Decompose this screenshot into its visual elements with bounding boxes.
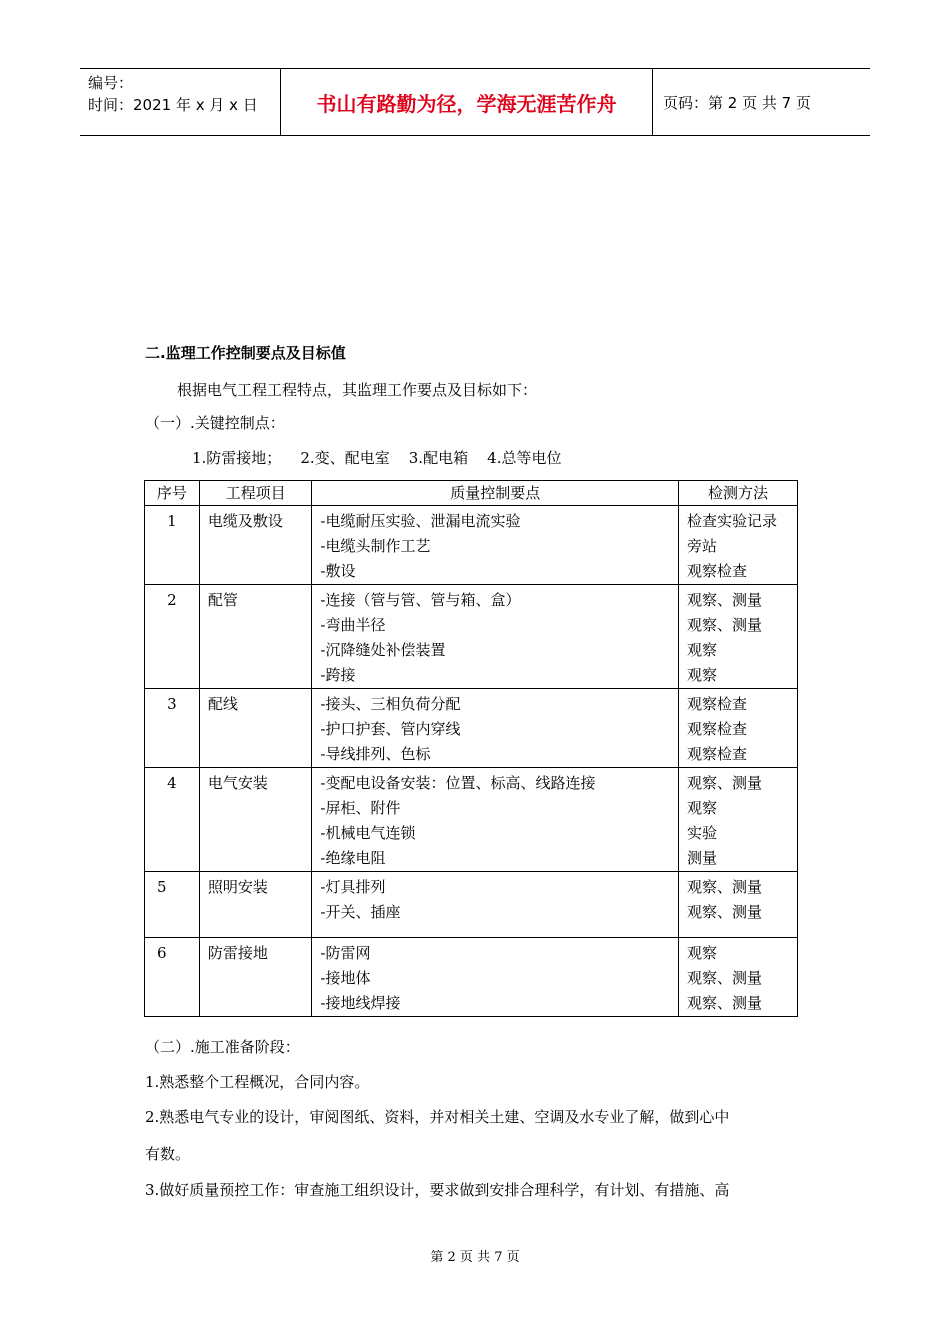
row-item-cell: 防雷接地 [199, 938, 312, 1017]
table-row [145, 872, 798, 938]
control-point-line: -灯具排列 [320, 878, 386, 896]
control-point-line: -敷设 [320, 562, 356, 580]
inspection-method-line: 观察、测量 [687, 616, 763, 634]
control-point-line: -绝缘电阻 [320, 849, 386, 867]
row-item-cell: 照明安装 [199, 872, 312, 938]
page-header [80, 68, 870, 136]
inspection-method-line: 旁站 [687, 537, 718, 555]
header-cell-item: 工程项目 [199, 481, 312, 506]
row-method-cell [679, 585, 798, 689]
row-points-cell [312, 506, 679, 585]
control-point-line: -接地线焊接 [320, 994, 401, 1012]
row-item-cell: 电气安装 [199, 768, 312, 872]
control-point-line: -接头、三相负荷分配 [320, 695, 461, 713]
inspection-method-line: 观察、测量 [687, 969, 763, 987]
table-row [145, 689, 798, 768]
row-points-cell [312, 768, 679, 872]
row-method-cell [679, 938, 798, 1017]
inspection-method-line: 观察检查 [687, 720, 748, 738]
inspection-method-line: 观察检查 [687, 562, 748, 580]
row-points-cell [312, 938, 679, 1017]
row-method-cell [679, 768, 798, 872]
control-point-line: -电缆耐压实验、泄漏电流实验 [320, 512, 521, 530]
row-points-cell [312, 585, 679, 689]
inspection-method-line: 观察 [687, 666, 718, 684]
control-point-line: -开关、插座 [320, 903, 401, 921]
header-cell-points: 质量控制要点 [312, 481, 679, 506]
table-row [145, 506, 798, 585]
row-points-cell [312, 872, 679, 938]
row-number-cell: 2 [145, 585, 200, 689]
subsection-title: （一）.关键控制点： [145, 414, 285, 432]
control-point-line: -变配电设备安装：位置、标高、线路连接 [320, 774, 596, 792]
row-number-cell: 6 [145, 938, 200, 1017]
control-point-line: -跨接 [320, 666, 356, 684]
inspection-method-line: 观察、测量 [687, 878, 763, 896]
row-item-cell: 电缆及敷设 [199, 506, 312, 585]
row-number-cell: 1 [145, 506, 200, 585]
control-points-table [144, 480, 798, 1017]
row-points-cell [312, 689, 679, 768]
inspection-method-line: 观察 [687, 641, 718, 659]
header-meta [80, 69, 281, 135]
control-point-line: -接地体 [320, 969, 371, 987]
control-point-line: -连接（管与管、管与箱、盒） [320, 591, 521, 609]
row-number-cell: 5 [145, 872, 200, 938]
row-item-cell: 配管 [199, 585, 312, 689]
table-header-row [145, 481, 798, 506]
header-cell-number: 序号 [145, 481, 200, 506]
header-page-info: 页码：第 2 页 共 7 页 [663, 93, 811, 112]
key-points-line: 1.防雷接地； 2.变、配电室 3.配电箱 4.总等电位 [192, 449, 562, 467]
control-point-line: -护口护套、管内穿线 [320, 720, 461, 738]
header-cell-method: 检测方法 [679, 481, 798, 506]
inspection-method-line: 观察、测量 [687, 903, 763, 921]
row-number-cell: 3 [145, 689, 200, 768]
control-point-line: -防雷网 [320, 944, 371, 962]
inspection-method-line: 观察 [687, 799, 718, 817]
prep-item-2-line-2: 有数。 [145, 1145, 191, 1163]
inspection-method-line: 观察、测量 [687, 774, 763, 792]
prep-item-2-line-1: 2.熟悉电气专业的设计，审阅图纸、资料，并对相关土建、空调及水专业了解，做到心中 [145, 1108, 730, 1126]
section-intro: 根据电气工程工程特点，其监理工作要点及目标如下： [177, 381, 538, 399]
control-point-line: -沉降缝处补偿装置 [320, 641, 446, 659]
table-row [145, 768, 798, 872]
row-method-cell [679, 506, 798, 585]
prep-title: （二）.施工准备阶段： [145, 1038, 300, 1056]
control-point-line: -导线排列、色标 [320, 745, 431, 763]
table-row [145, 938, 798, 1017]
inspection-method-line: 观察检查 [687, 745, 748, 763]
prep-item-3: 3.做好质量预控工作：审查施工组织设计，要求做到安排合理科学，有计划、有措施、高 [145, 1181, 730, 1199]
inspection-method-line: 观察、测量 [687, 994, 763, 1012]
page-footer: 第 2 页 共 7 页 [430, 1250, 520, 1265]
table-row [145, 585, 798, 689]
section-title: 二.监理工作控制要点及目标值 [145, 344, 346, 362]
inspection-method-line: 观察 [687, 944, 718, 962]
control-point-line: -弯曲半径 [320, 616, 386, 634]
inspection-method-line: 观察、测量 [687, 591, 763, 609]
inspection-method-line: 实验 [687, 824, 718, 842]
document-time-label: 时间：2021 年 x 月 x 日 [88, 96, 258, 114]
inspection-method-line: 观察检查 [687, 695, 748, 713]
header-motto: 书山有路勤为径，学海无涯苦作舟 [281, 69, 653, 135]
row-item-cell: 配线 [199, 689, 312, 768]
row-method-cell [679, 689, 798, 768]
document-number-label: 编号： [88, 74, 134, 92]
control-point-line: -机械电气连锁 [320, 824, 416, 842]
row-method-cell [679, 872, 798, 938]
prep-item-1: 1.熟悉整个工程概况，合同内容。 [145, 1073, 370, 1091]
control-point-line: -屏柜、附件 [320, 799, 401, 817]
row-number-cell: 4 [145, 768, 200, 872]
inspection-method-line: 检查实验记录 [687, 512, 778, 530]
control-point-line: -电缆头制作工艺 [320, 537, 431, 555]
inspection-method-line: 测量 [687, 849, 718, 867]
